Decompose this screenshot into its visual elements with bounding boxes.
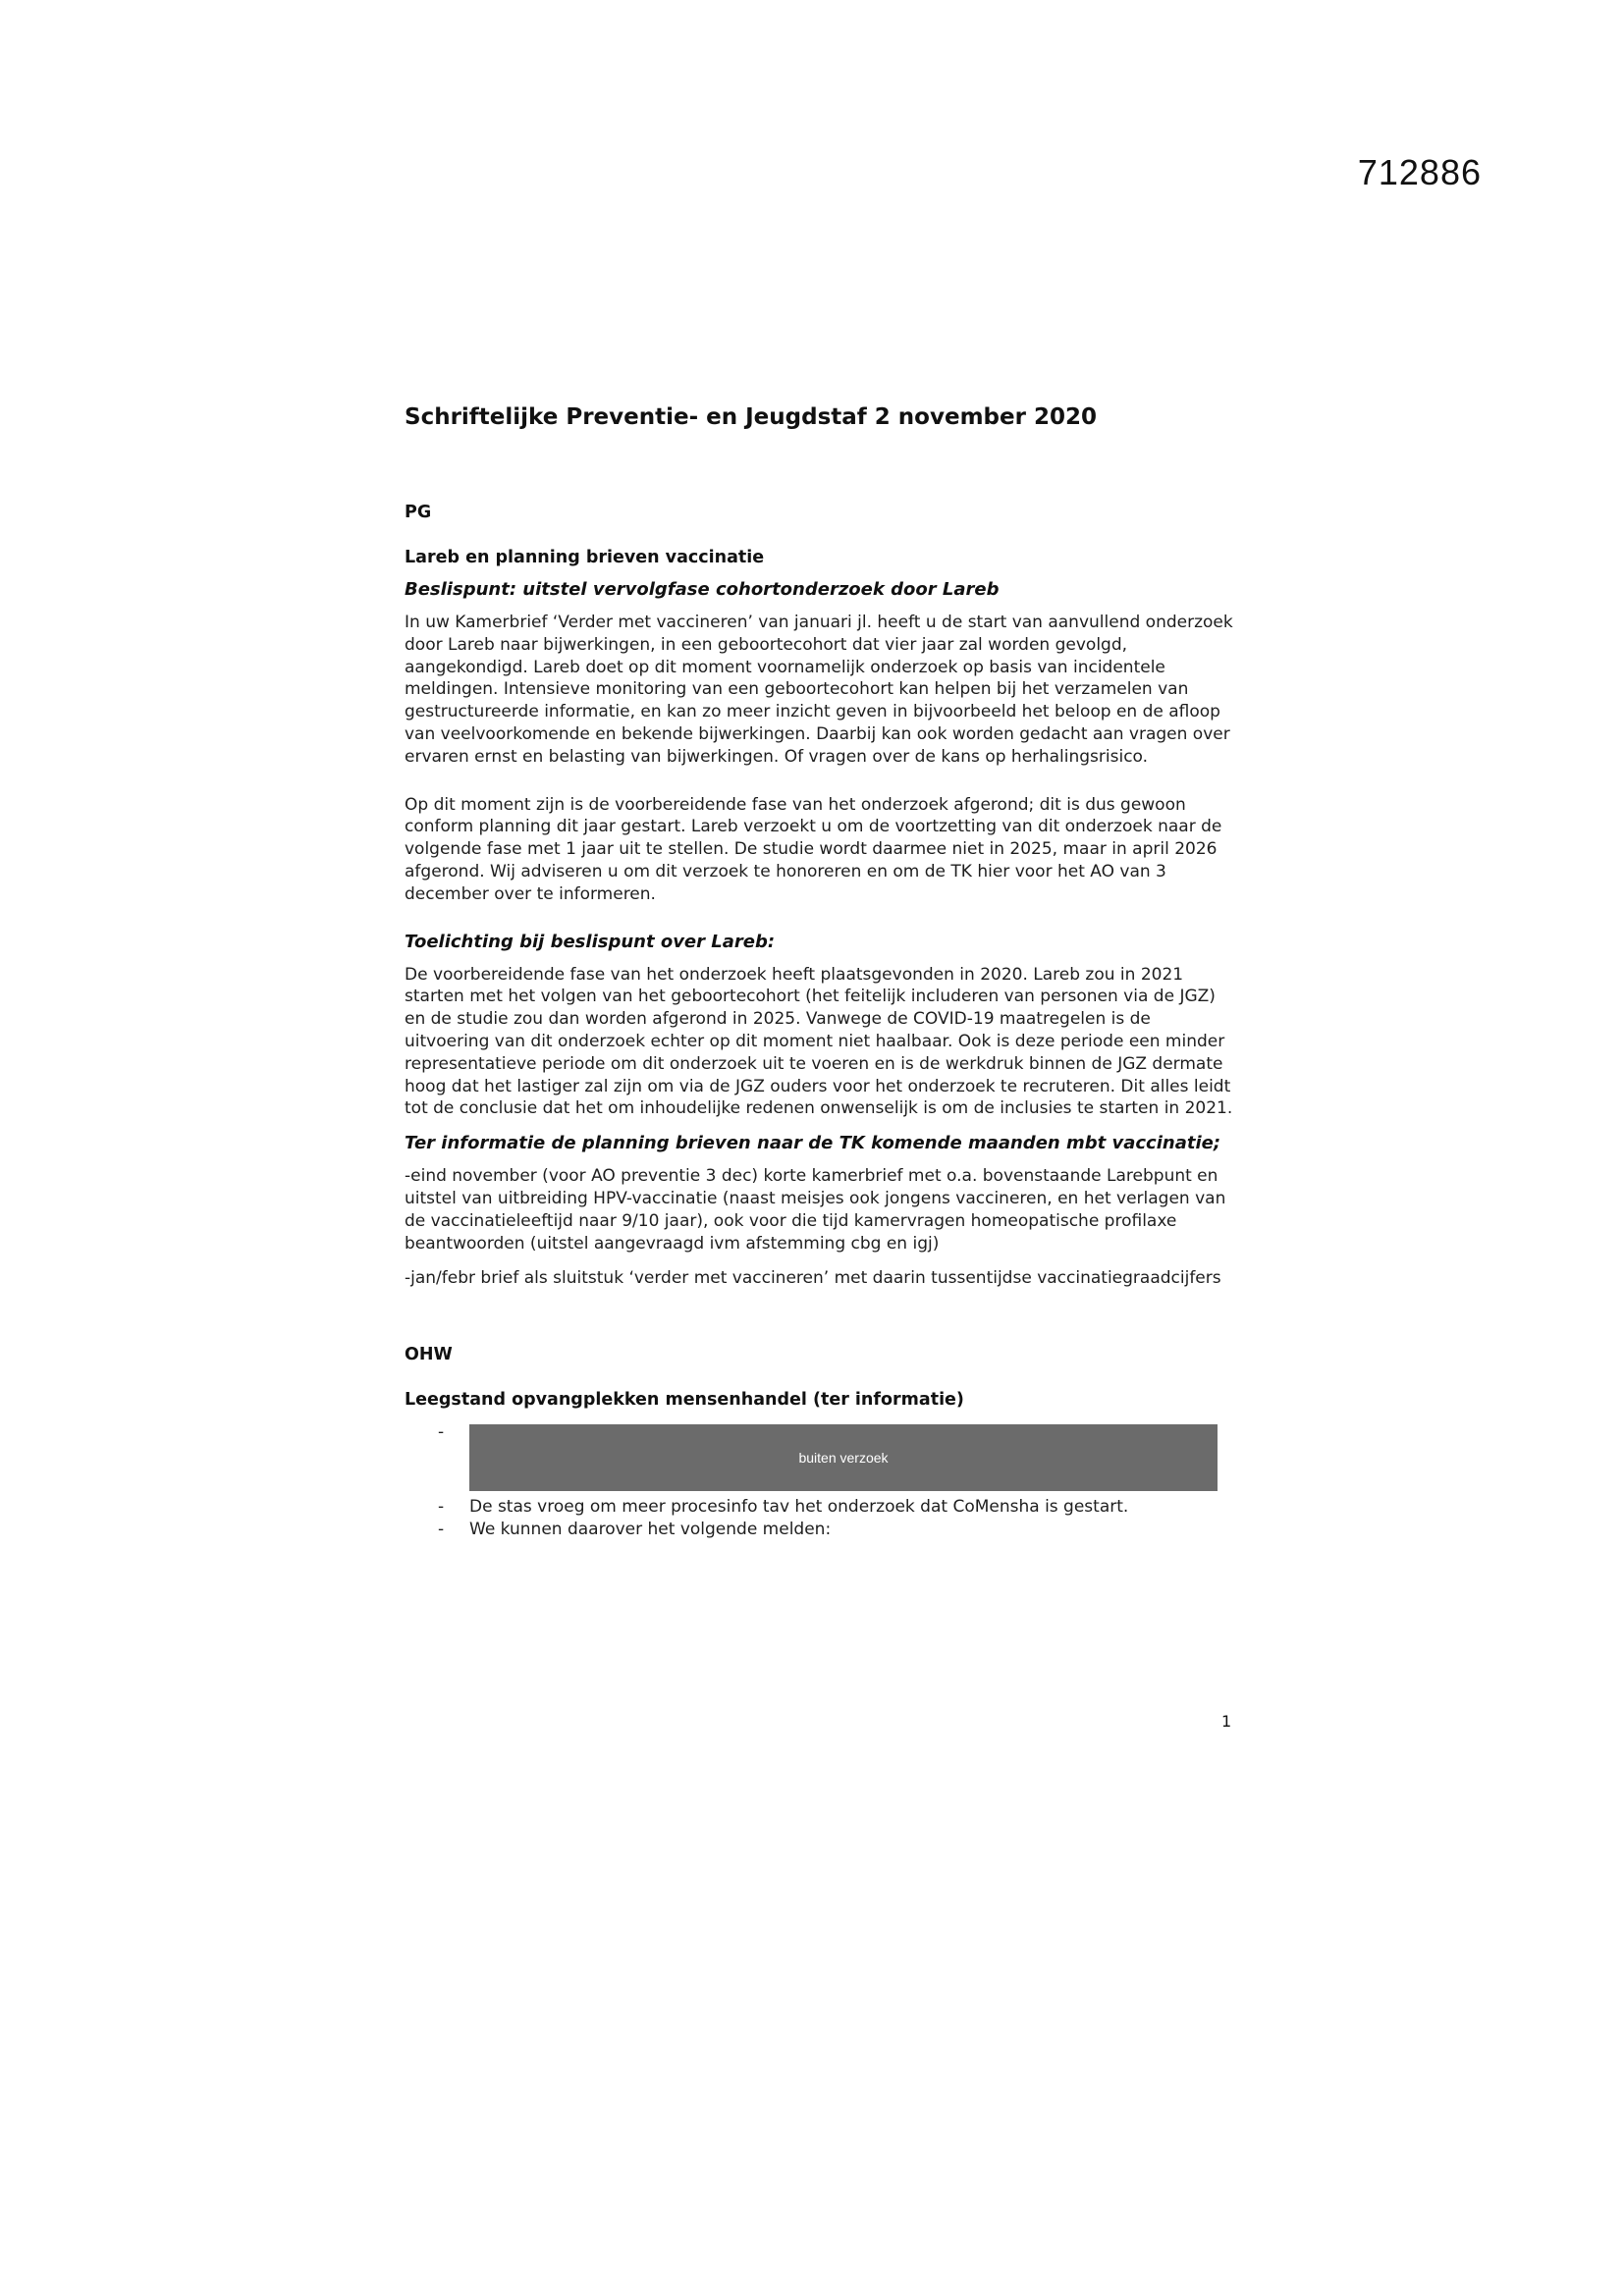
document-body [405, 404, 1237, 1541]
list-item [405, 1519, 1237, 1541]
page-number: 1 [1221, 1712, 1232, 1731]
list-item-text: We kunnen daarover het volgende melden: [469, 1519, 832, 1539]
planning-title: Ter informatie de planning brieven naar de TK komende maanden mbt vaccinatie; [405, 1133, 1221, 1154]
decision-title: Beslispunt: uitstel vervolgfase cohortonderzoek door Lareb [405, 579, 1000, 600]
document-number: 712886 [1357, 152, 1482, 192]
section-label-ohw: OHW [405, 1345, 453, 1365]
paragraph-planning-november: -eind november (voor AO preventie 3 dec) korte kamerbrief met o.a. bovenstaande Larebpunt en uitstel van uitbreiding HPV-vaccinatie (naast meisjes ook jongens vaccineren, en het verlagen van de vaccinatieleeftijd naar 9/10 jaar), ook voor die tijd kamervragen homeopatische profilaxe beantwoorden (uitstel aangevraagd ivm afstemming cbg en igj) [405, 1166, 1226, 1254]
paragraph-voorbereidende-fase: Op dit moment zijn is de voorbereidende fase van het onderzoek afgerond; dit is dus gewoon conform planning dit jaar gestart. Lareb verzoekt u om de voortzetting van dit onderzoek naar de volgende fase met 1 jaar uit te stellen. De studie wordt daarmee niet in 2025, maar in april 2026 afgerond. Wij adviseren u om dit verzoek te honoreren en om de TK hier voor het AO van 3 december over te informeren. [405, 794, 1222, 904]
redaction-label: buiten verzoek [798, 1449, 889, 1466]
list-item-text: De stas vroeg om meer procesinfo tav het onderzoek dat CoMensha is gestart. [469, 1497, 1129, 1518]
explanation-title: Toelichting bij beslispunt over Lareb: [405, 931, 776, 952]
subheading-leegstand: Leegstand opvangplekken mensenhandel (ter informatie) [405, 1390, 964, 1411]
bullet-dash: - [438, 1497, 445, 1518]
list-item-redacted [405, 1421, 1237, 1494]
bullet-dash: - [438, 1519, 445, 1539]
paragraph-planning-jan-febr: -jan/febr brief als sluitstuk ‘verder met vaccineren’ met daarin tussentijdse vaccinatiegraadcijfers [405, 1268, 1221, 1289]
subheading-lareb: Lareb en planning brieven vaccinatie [405, 548, 765, 567]
redaction-block [469, 1424, 1218, 1491]
document-title: Schriftelijke Preventie- en Jeugdstaf 2 november 2020 [405, 404, 1097, 430]
bullet-list [405, 1421, 1237, 1541]
paragraph-toelichting: De voorbereidende fase van het onderzoek heeft plaatsgevonden in 2020. Lareb zou in 2021 starten met het volgen van het geboortecohort (het feitelijk includeren van personen via de JGZ) en de studie zou dan worden afgerond in 2025. Vanwege de COVID-19 maatregelen is de uitvoering van dit onderzoek echter op dit moment niet haalbaar. Ook is deze periode een minder representatieve periode om dit onderzoek uit te voeren en is de werkdruk binnen de JGZ dermate hoog dat het lastiger zal zijn om via de JGZ ouders voor het onderzoek te recruteren. Dit alles leidt tot de conclusie dat het om inhoudelijke redenen onwenselijk is om de inclusies te starten in 2021. [405, 964, 1233, 1119]
section-label-pg: PG [405, 503, 432, 522]
bullet-dash: - [438, 1422, 445, 1443]
paragraph-kamerbrief: In uw Kamerbrief ‘Verder met vaccineren’ van januari jl. heeft u de start van aanvullend onderzoek door Lareb naar bijwerkingen, in een geboortecohort dat vier jaar zal worden gevolgd, aangekondigd. Lareb doet op dit moment voornamelijk onderzoek op basis van incidentele meldingen. Intensieve monitoring van een geboortecohort kan helpen bij het verzamelen van gestructureerde informatie, en kan zo meer inzicht geven in bijvoorbeeld het beloop en de afloop van veelvoorkomende en bekende bijwerkingen. Daarbij kan ook worden gedacht aan vragen over ervaren ernst en belasting van bijwerkingen. Of vragen over de kans op herhalingsrisico. [405, 613, 1233, 767]
list-item [405, 1496, 1237, 1519]
